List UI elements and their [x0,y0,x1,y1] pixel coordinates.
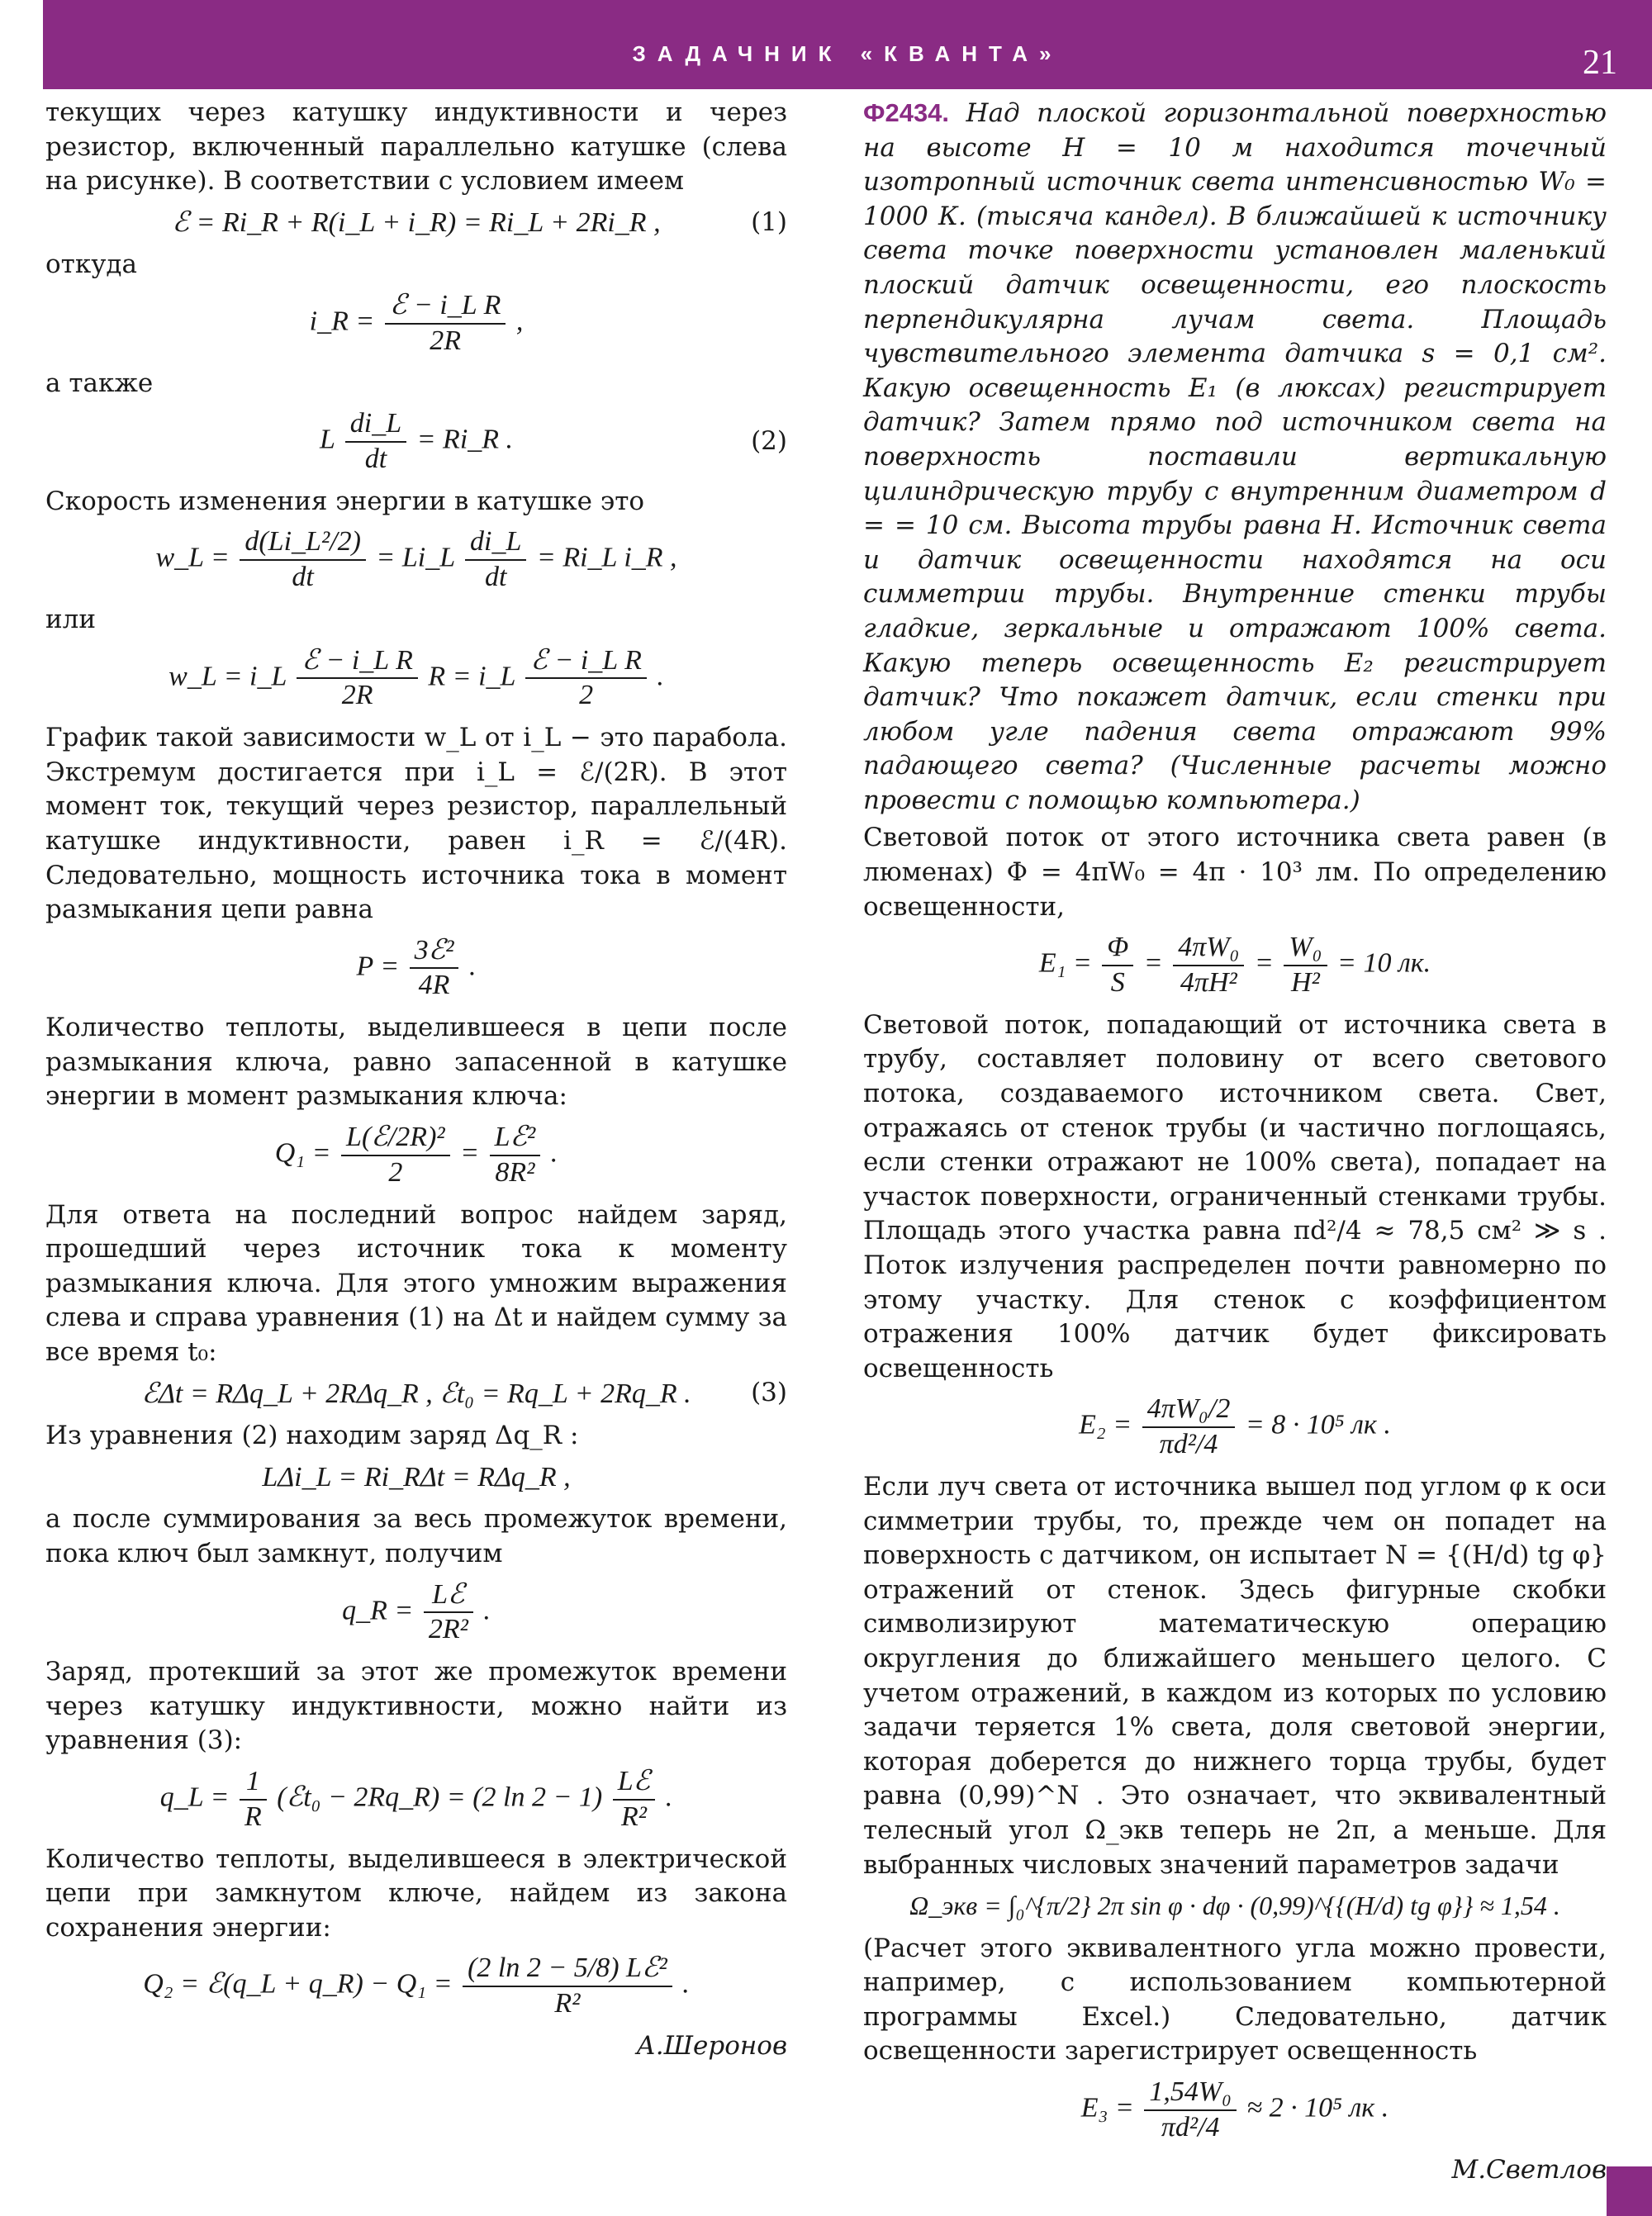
equation-1: ℰ = Ri_R + R(i_L + i_R) = Ri_L + 2Ri_R , (1) [45,206,787,240]
equation-wL-1: w_L = $\frac{\text{d(Li\_L²/2)}}{dt}$ = Li_L $\frac{di\_L}{dt}$ = Ri_L i_R , [155,526,677,593]
equation-E1: E₁ = $\frac{\Phi}{S}$ = $\frac{\text{4πW₀}}{\text{4πH²}}$ = $\frac{\text{W₀}}{\text{H²}}$ = 10 лк. [1038,932,1431,999]
paragraph: а также [45,368,154,398]
paragraph: или [45,604,97,634]
equation-number: (2) [751,426,787,457]
equation-E2: E₂ = $\frac{\text{4πW₀/2}}{\text{πd²/4}}$ = 8 · 10⁵ лк . [1079,1393,1391,1460]
problem-statement [863,96,1607,818]
page-number: 21 [1583,44,1617,82]
paragraph: Для ответа на последний вопрос найдем заряд, прошедший через источник тока к моменту размыкания ключа. Для этого умножим выражения слева и справа уравнения (1) на Δt и найдем сумму за все время t₀: [45,1199,787,1368]
equation-qR: q_R = $\frac{\text{Lℰ}}{\text{2R²}}$ . [342,1578,491,1645]
paragraph: а после суммирования за весь промежуток времени, пока ключ был замкнут, получим [45,1504,787,1568]
paragraph: текущих через катушку индуктивности и через резистор, включенный параллельно катушке (слева на рисунке). В соответствии с условием имеем [45,97,787,197]
equation-3: ℰΔt = RΔq_L + 2RΔq_R , ℰt₀ = Rq_L + 2Rq_R . (3) [45,1377,787,1412]
equation-Q1: Q₁ = $\frac{\text{L(ℰ/2R)²}}{2}$ = $\frac{\text{Lℰ²}}{\text{8R²}}$ . [274,1122,558,1188]
equation-Q2: Q₂ = ℰ(q_L + q_R) − Q₁ = $\frac{\text{(2 ln 2 − 5/8) Lℰ²}}{\text{R²}}$ . [143,1953,690,2019]
running-title: ЗАДАЧНИК «КВАНТА» [632,41,1063,66]
paragraph: Заряд, протекший за этот же промежуток времени через катушку индуктивности, можно найти из уравнения (3): [45,1657,787,1756]
equation-E3: E₃ = $\frac{\text{1,54W₀}}{\text{πd²/4}}$ ≈ 2 · 10⁵ лк . [1080,2076,1389,2142]
paragraph: Световой поток от этого источника света равен (в люменах) Φ = 4πW₀ = 4π · 10³ лм. По определению освещенности, [863,823,1607,922]
paragraph: Если луч света от источника вышел под углом φ к оси симметрии трубы, то, прежде чем он попадет на поверхность с датчиком, он испытает N = {(H/d) tg φ} отражений от стенок. Здесь фигурные скобки символизируют математическую операцию округления до ближайшего меньшего целого. С учетом отражений, в каждом из которых по условию задачи теряется 1% света, доля световой энергии, которая доберется до нижнего торца трубы, будет равна (0,99)^N . Это означает, что эквивалентный телесный угол Ω_экв теперь не 2π, а меньше. Для выбранных числовых значений параметров задачи [863,1471,1607,1880]
paragraph: Световой поток, попадающий от источника света в трубу, составляет половину от всего светового потока, создаваемого источником света. Свет, отражаясь от стенок трубы (и частично поглощаясь, если стенки отражают не 100% света), попадает на участок поверхности, ограниченный стенками трубы. Площадь этого участка равна πd²/4 ≈ 78,5 см² ≫ s . Поток излучения распределен почти равномерно по этому участку. Для стенок с коэффициентом отражения 100% датчик будет фиксировать освещенность [863,1009,1607,1383]
equation-omega: Ω_экв = ∫₀^{π/2} 2π sin φ · dφ · (0,99)^{{(H/d) tg φ}} ≈ 1,54 . [909,1891,1560,1921]
problem-number: Ф2434. [863,98,950,127]
equation-2: L $\frac{di\_L}{dt}$ = Ri_R . (2) [319,408,787,474]
equation-power: P = $\frac{\text{3ℰ²}}{4R}$ . [356,934,477,1001]
equation-wL-2: w_L = i_L $\frac{\text{ℰ − i\_L R}}{2R}$ R = i_L $\frac{\text{ℰ − i\_L R}}{2}$ . [169,644,664,711]
paragraph: Из уравнения (2) находим заряд Δq_R : [45,1421,579,1451]
paragraph: График такой зависимости w_L от i_L − это парабола. Экстремум достигается при i_L = ℰ/(2R). В этот момент ток, текущий через резистор, параллельный катушке индуктивности, равен i_R = ℰ/(4R). Следовательно, мощность источника тока в момент размыкания цепи равна [45,723,787,925]
equation-iR: i_R = $\frac{\text{ℰ − i\_L R}}{2R}$ , [309,289,524,356]
equation-qL: q_L = $\frac{1}{R}$ (ℰt₀ − 2Rq_R) = (2 ln 2 − 1) $\frac{\text{Lℰ}}{\text{R²}}$ . [159,1765,673,1832]
equation-number: (3) [751,1378,787,1408]
author-signature: А.Шеронов [636,2030,787,2061]
paragraph: (Расчет этого эквивалентного угла можно провести, например, с использованием компьютерной программы Excel.) Следовательно, датчик освещенности зарегистрирует освещенность [863,1933,1607,2067]
paragraph: Количество теплоты, выделившееся в цепи после размыкания ключа, равно запасенной в катушке энергии в момент размыкания ключа: [45,1013,787,1112]
corner-tab [1607,2166,1652,2216]
problem-text: Над плоской горизонтальной поверхностью на высоте H = 10 м находится точечный изотропный источник света интенсивностью W₀ = 1000 К. (тысяча кандел). В ближайшей к источнику света точке поверхности установлен маленький плоский датчик освещенности, его плоскость перпендикулярна лучам света. Площадь чувствительного элемента датчика s = 0,1 см². Какую освещенность E₁ (в люксах) регистрирует датчик? Затем прямо под источником света на поверхность поставили вертикальную цилиндрическую трубу с внутренним диаметром d = = 10 см. Высота трубы равна H. Источник света и датчик освещенности находятся на оси симметрии трубы. Внутренние стенки трубы гладкие, зеркальные и отражают 100% света. Какую теперь освещенность E₂ регистрирует датчик? Что покажет датчик, если стенки при любом угле падения света отражают 99% падающего света? (Численные расчеты можно провести с помощью компьютера.) [863,98,1607,815]
right-column [863,96,1607,2187]
running-header [43,0,1652,89]
left-column [45,96,787,2064]
equation-delta-q: LΔi_L = Ri_RΔt = RΔq_R , [262,1461,571,1492]
equation-number: (1) [751,206,787,237]
paragraph: откуда [45,249,137,280]
paragraph: Скорость изменения энергии в катушке это [45,486,645,516]
author-signature: М.Светлов [1451,2154,1607,2185]
paragraph: Количество теплоты, выделившееся в электрической цепи при замкнутом ключе, найдем из закона сохранения энергии: [45,1844,787,1943]
